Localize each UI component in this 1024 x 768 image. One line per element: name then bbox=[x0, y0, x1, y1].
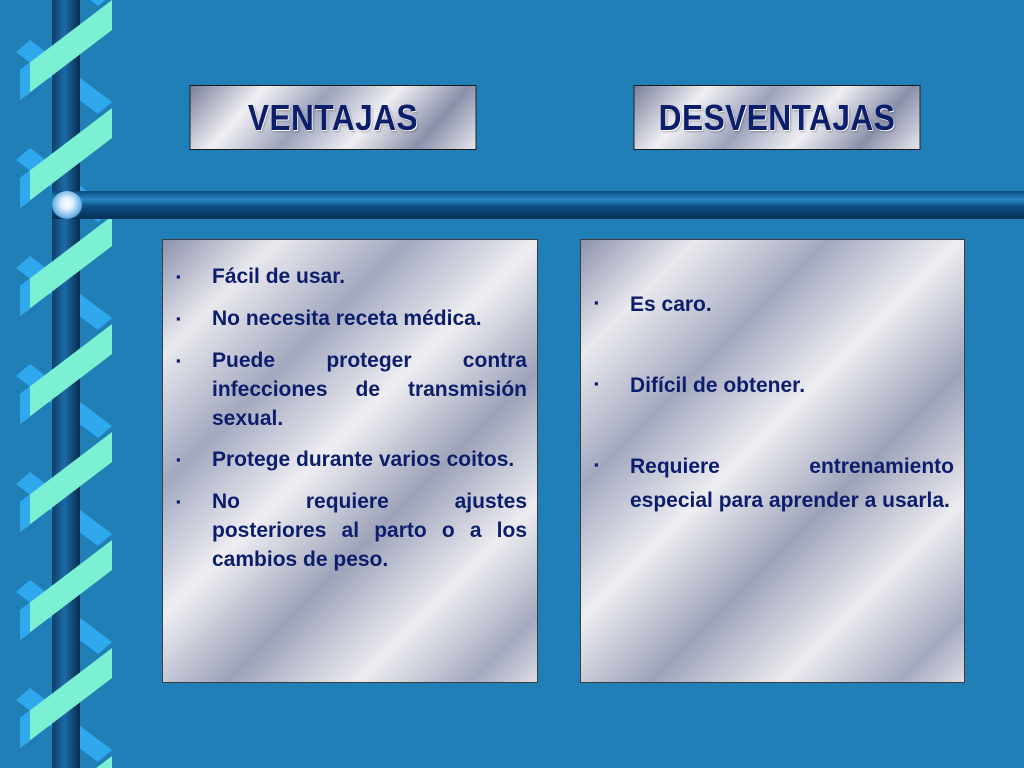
ribbon-strip-edge bbox=[20, 278, 30, 316]
list-item-text: Protege durante varios coitos. bbox=[212, 448, 515, 471]
bullet-icon: ▪ bbox=[176, 353, 181, 368]
bullet-icon: ▪ bbox=[594, 376, 599, 391]
desventajas-panel bbox=[580, 239, 965, 683]
list-item bbox=[176, 487, 527, 574]
ribbon-strip-edge bbox=[20, 386, 30, 424]
bullet-icon: ▪ bbox=[176, 311, 181, 326]
list-item bbox=[176, 304, 527, 334]
horizontal-divider-bar bbox=[52, 191, 1024, 219]
ventajas-heading-text: VENTAJAS bbox=[247, 96, 419, 138]
bullet-icon: ▪ bbox=[176, 494, 181, 509]
ventajas-heading bbox=[190, 85, 477, 150]
ribbon-strip-edge bbox=[20, 62, 30, 100]
list-item bbox=[176, 346, 527, 433]
desventajas-list bbox=[594, 288, 954, 518]
ribbon-strip-edge bbox=[20, 170, 30, 208]
list-item bbox=[176, 262, 527, 292]
list-item-text: Es caro. bbox=[630, 293, 712, 316]
bullet-icon: ▪ bbox=[594, 457, 599, 472]
list-item bbox=[594, 450, 954, 518]
divider-knob bbox=[52, 191, 82, 219]
ribbon-strip-edge bbox=[20, 602, 30, 640]
ribbon-strip-edge bbox=[20, 494, 30, 532]
desventajas-heading bbox=[634, 85, 921, 150]
desventajas-heading-text: DESVENTAJAS bbox=[658, 96, 896, 138]
ribbon-strip-edge bbox=[20, 710, 30, 748]
list-item-text: Fácil de usar. bbox=[212, 265, 346, 288]
list-item-text: No requiere ajustes posteriores al parto o a los cambios de peso. bbox=[212, 490, 527, 571]
bullet-icon: ▪ bbox=[594, 295, 599, 310]
ventajas-list bbox=[176, 262, 527, 574]
list-item-text: Puede proteger contra infecciones de transmisión sexual. bbox=[212, 349, 527, 430]
list-item-text: Requiere entrenamiento especial para aprender a usarla. bbox=[630, 455, 954, 512]
list-item bbox=[176, 445, 527, 475]
bullet-icon: ▪ bbox=[176, 269, 181, 284]
list-item bbox=[594, 369, 954, 403]
ventajas-panel bbox=[162, 239, 538, 683]
list-item bbox=[594, 288, 954, 322]
bullet-icon: ▪ bbox=[176, 452, 181, 467]
list-item-text: No necesita receta médica. bbox=[212, 307, 482, 330]
list-item-text: Difícil de obtener. bbox=[630, 374, 806, 397]
decorative-ribbon bbox=[0, 0, 120, 768]
